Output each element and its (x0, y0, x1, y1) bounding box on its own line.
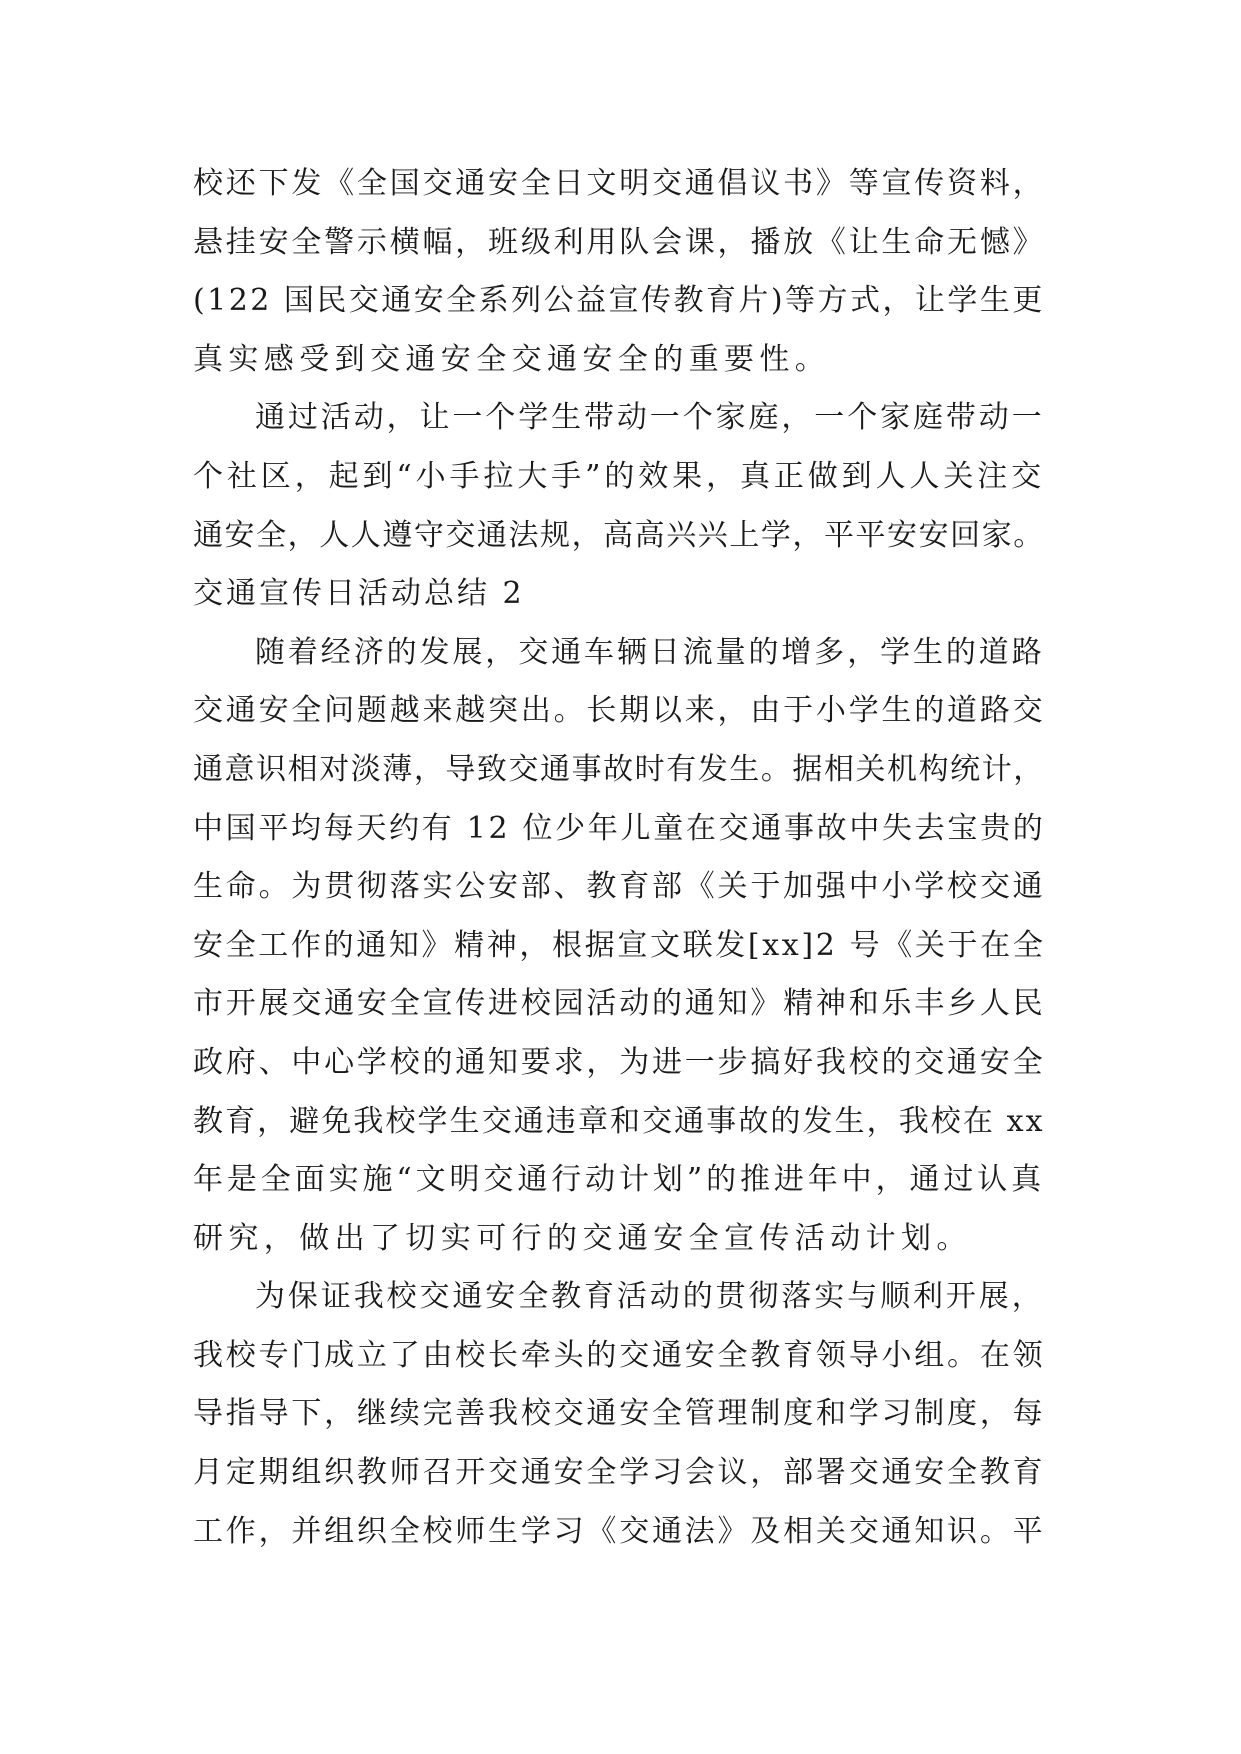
text-line: 通意识相对淡薄，导致交通事故时有发生。据相关机构统计， (193, 751, 1045, 787)
section-heading (193, 565, 1045, 624)
paragraph-1 (193, 155, 1045, 389)
text-line: 研究，做出了切实可行的交通安全宣传活动计划。 (193, 1220, 972, 1256)
text-line: 我校专门成立了由校长牵头的交通安全教育领导小组。在领 (193, 1337, 1046, 1373)
text-line: 中国平均每天约有 12 位少年儿童在交通事故中失去宝贵的 (193, 810, 1046, 846)
text-line: 交通安全问题越来越突出。长期以来，由于小学生的道路交 (193, 693, 1046, 729)
text-line: 生命。为贯彻落实公安部、教育部《关于加强中小学校交通 (193, 869, 1046, 905)
text-line: 为保证我校交通安全教育活动的贯彻落实与顺利开展， (255, 1279, 1045, 1315)
text-line: 悬挂安全警示横幅，班级利用队会课，播放《让生命无憾》 (193, 224, 1046, 260)
text-line: (122 国民交通安全系列公益宣传教育片)等方式，让学生更 (193, 283, 1045, 319)
text-line: 年是全面实施“文明交通行动计划”的推进年中，通过认真 (193, 1162, 1046, 1198)
text-line: 政府、中心学校的通知要求，为进一步搞好我校的交通安全 (193, 1044, 1046, 1080)
text-line: 导指导下，继续完善我校交通安全管理制度和学习制度，每 (193, 1396, 1046, 1432)
text-line: 通安全，人人遵守交通法规，高高兴兴上学，平平安安回家。 (193, 517, 1045, 553)
text-line: 通过活动，让一个学生带动一个家庭，一个家庭带动一 (255, 400, 1045, 436)
paragraph-3 (193, 624, 1045, 1269)
paragraph-4 (193, 1268, 1045, 1561)
text-line: 安全工作的通知》精神，根据宣文联发[xx]2 号《关于在全 (193, 927, 1046, 963)
document-body (193, 155, 1045, 1561)
text-line: 随着经济的发展，交通车辆日流量的增多，学生的道路 (255, 634, 1045, 670)
text-line: 教育，避免我校学生交通违章和交通事故的发生，我校在 xx (193, 1103, 1045, 1139)
paragraph-2 (193, 389, 1045, 565)
text-line: 工作，并组织全校师生学习《交通法》及相关交通知识。平 (193, 1513, 1046, 1549)
text-line: 真实感受到交通安全交通安全的重要性。 (193, 341, 831, 377)
text-line: 月定期组织教师召开交通安全学习会议，部署交通安全教育 (193, 1455, 1046, 1491)
text-line: 校还下发《全国交通安全日文明交通倡议书》等宣传资料， (193, 166, 1046, 201)
heading-text: 交通宣传日活动总结 2 (193, 576, 525, 612)
text-line: 市开展交通安全宣传进校园活动的通知》精神和乐丰乡人民 (193, 986, 1046, 1022)
text-line: 个社区，起到“小手拉大手”的效果，真正做到人人关注交 (193, 458, 1046, 494)
